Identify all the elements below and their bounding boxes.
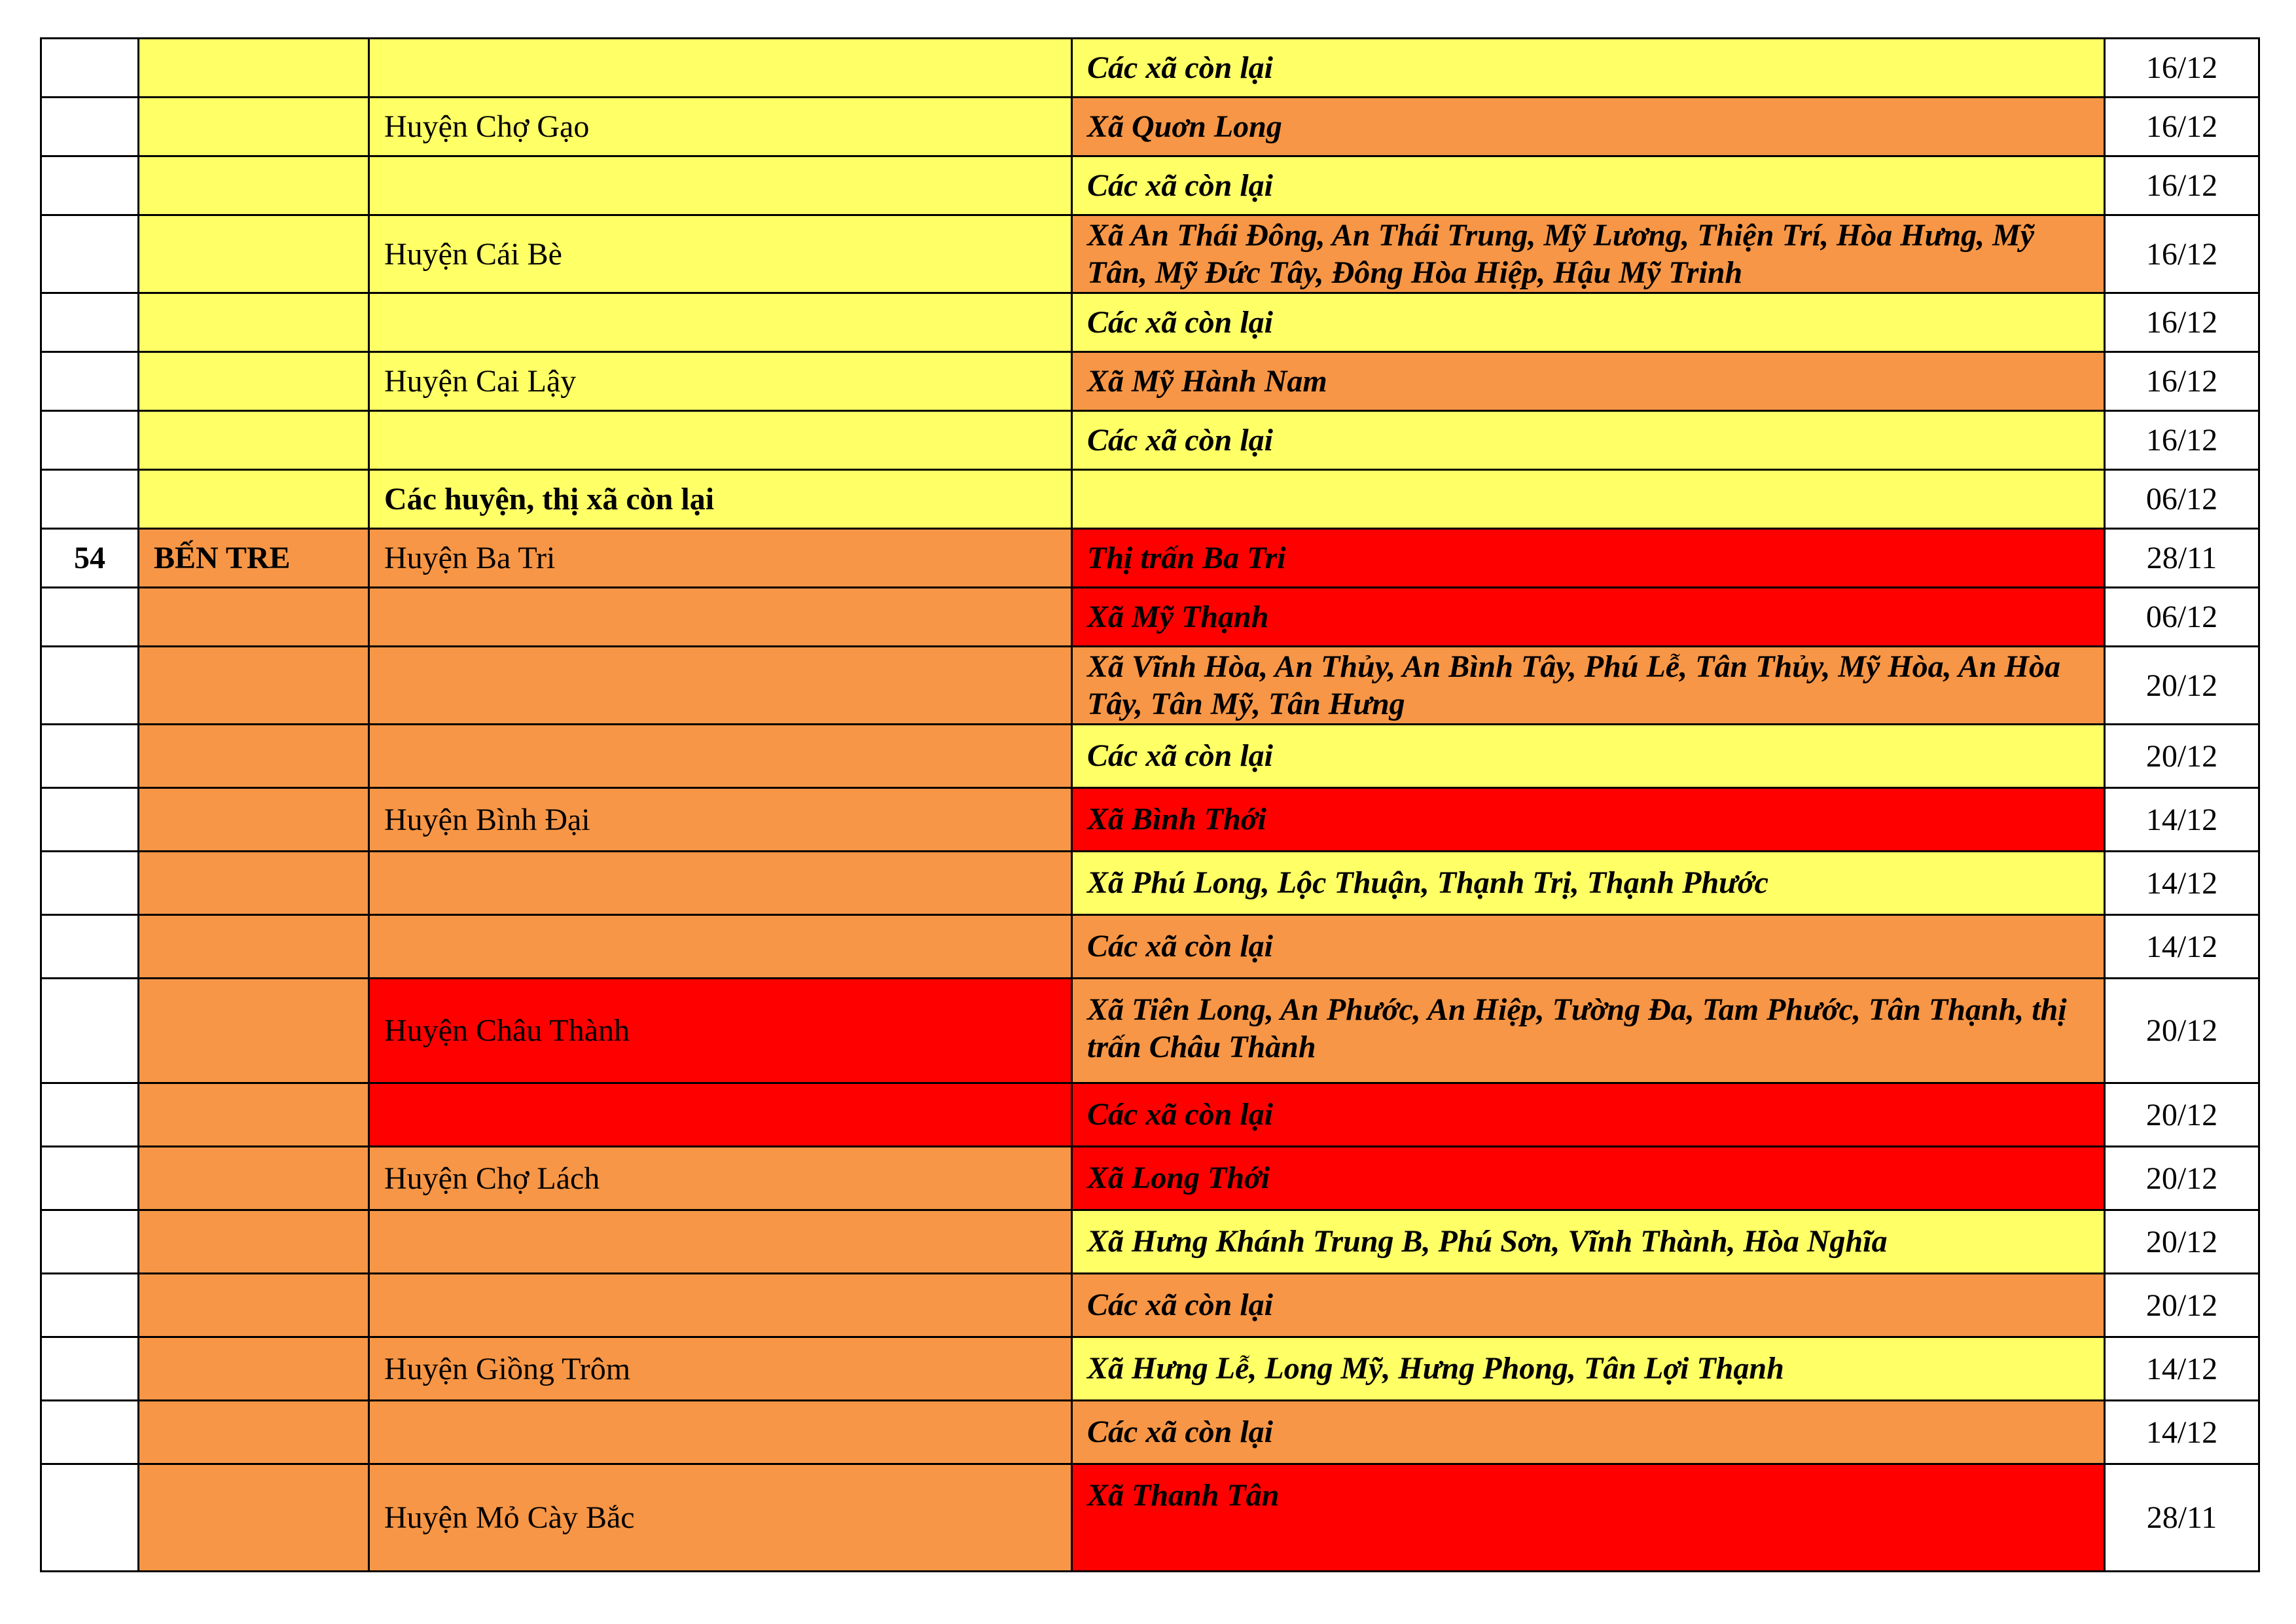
province-cell: [139, 647, 369, 725]
stt-cell: [41, 39, 139, 98]
table-row: [41, 1401, 2259, 1464]
date-cell: 20/12: [2105, 979, 2259, 1083]
area-cell: Xã Thanh Tân: [1072, 1464, 2105, 1572]
area-cell: Xã Hưng Khánh Trung B, Phú Sơn, Vĩnh Thành, Hòa Nghĩa: [1072, 1210, 2105, 1274]
date-cell: 28/11: [2105, 529, 2259, 588]
date-cell: 20/12: [2105, 725, 2259, 788]
table-row: [41, 215, 2259, 293]
stt-cell: [41, 588, 139, 647]
district-cell: [369, 1401, 1072, 1464]
stt-cell: [41, 1147, 139, 1210]
district-cell: [369, 156, 1072, 215]
table-row: [41, 1337, 2259, 1401]
province-cell: [139, 215, 369, 293]
date-cell: 16/12: [2105, 293, 2259, 352]
district-cell: [369, 852, 1072, 915]
district-cell: Huyện Chợ Gạo: [369, 98, 1072, 156]
district-cell: Huyện Giồng Trôm: [369, 1337, 1072, 1401]
stt-cell: [41, 915, 139, 979]
table-row: [41, 156, 2259, 215]
table-row: [41, 647, 2259, 725]
table-row: [41, 293, 2259, 352]
stt-cell: [41, 215, 139, 293]
stt-cell: [41, 411, 139, 470]
date-cell: 14/12: [2105, 1401, 2259, 1464]
area-cell: Xã Bình Thới: [1072, 788, 2105, 852]
table-row: [41, 411, 2259, 470]
table-row: [41, 1464, 2259, 1572]
province-cell: [139, 411, 369, 470]
area-cell: Xã Vĩnh Hòa, An Thủy, An Bình Tây, Phú Lễ, Tân Thủy, Mỹ Hòa, An Hòa Tây, Tân Mỹ, Tân Hưng: [1072, 647, 2105, 725]
area-cell: Các xã còn lại: [1072, 411, 2105, 470]
date-cell: 14/12: [2105, 915, 2259, 979]
district-cell: Huyện Chợ Lách: [369, 1147, 1072, 1210]
stt-cell: [41, 98, 139, 156]
province-cell: [139, 979, 369, 1083]
stt-cell: [41, 470, 139, 529]
date-cell: 20/12: [2105, 1083, 2259, 1147]
area-cell: Các xã còn lại: [1072, 39, 2105, 98]
area-cell: Xã Phú Long, Lộc Thuận, Thạnh Trị, Thạnh Phước: [1072, 852, 2105, 915]
area-cell: Xã Quơn Long: [1072, 98, 2105, 156]
date-cell: 20/12: [2105, 1147, 2259, 1210]
district-cell: [369, 1083, 1072, 1147]
stt-cell: [41, 647, 139, 725]
date-cell: 20/12: [2105, 1274, 2259, 1337]
table-row: [41, 529, 2259, 588]
district-cell: [369, 411, 1072, 470]
table-row: [41, 979, 2259, 1083]
date-cell: 14/12: [2105, 852, 2259, 915]
area-cell: Xã Long Thới: [1072, 1147, 2105, 1210]
area-cell: Các xã còn lại: [1072, 156, 2105, 215]
area-cell: Các xã còn lại: [1072, 915, 2105, 979]
province-cell: [139, 98, 369, 156]
district-cell: [369, 39, 1072, 98]
stt-cell: [41, 1083, 139, 1147]
date-cell: 16/12: [2105, 39, 2259, 98]
province-schedule-table: [40, 37, 2260, 1572]
district-cell: Huyện Cai Lậy: [369, 352, 1072, 411]
date-cell: 20/12: [2105, 1210, 2259, 1274]
area-cell: Thị trấn Ba Tri: [1072, 529, 2105, 588]
province-cell: [139, 470, 369, 529]
area-cell: Các xã còn lại: [1072, 1401, 2105, 1464]
date-cell: 06/12: [2105, 470, 2259, 529]
area-cell: Các xã còn lại: [1072, 1083, 2105, 1147]
stt-cell: [41, 1401, 139, 1464]
stt-cell: [41, 352, 139, 411]
district-cell: [369, 915, 1072, 979]
province-cell: [139, 1337, 369, 1401]
area-cell: Xã Mỹ Thạnh: [1072, 588, 2105, 647]
province-cell: [139, 852, 369, 915]
area-cell: [1072, 470, 2105, 529]
district-cell: Huyện Bình Đại: [369, 788, 1072, 852]
stt-cell: 54: [41, 529, 139, 588]
area-cell: Xã An Thái Đông, An Thái Trung, Mỹ Lương, Thiện Trí, Hòa Hưng, Mỹ Tân, Mỹ Đức Tây, Đông Hòa Hiệp, Hậu Mỹ Trinh: [1072, 215, 2105, 293]
province-cell: [139, 1274, 369, 1337]
province-cell: [139, 156, 369, 215]
page-table-container: [40, 37, 2260, 1572]
province-cell: [139, 1464, 369, 1572]
table-row: [41, 470, 2259, 529]
province-cell: [139, 1083, 369, 1147]
district-cell: Huyện Ba Tri: [369, 529, 1072, 588]
date-cell: 16/12: [2105, 352, 2259, 411]
area-cell: Các xã còn lại: [1072, 1274, 2105, 1337]
table-row: [41, 1274, 2259, 1337]
stt-cell: [41, 1337, 139, 1401]
date-cell: 16/12: [2105, 156, 2259, 215]
district-cell: [369, 588, 1072, 647]
province-cell: [139, 1147, 369, 1210]
table-row: [41, 588, 2259, 647]
province-cell: [139, 915, 369, 979]
area-cell: Các xã còn lại: [1072, 293, 2105, 352]
district-cell: [369, 293, 1072, 352]
district-cell: [369, 647, 1072, 725]
table-row: [41, 788, 2259, 852]
stt-cell: [41, 725, 139, 788]
district-cell: [369, 1210, 1072, 1274]
stt-cell: [41, 979, 139, 1083]
date-cell: 28/11: [2105, 1464, 2259, 1572]
stt-cell: [41, 788, 139, 852]
date-cell: 16/12: [2105, 98, 2259, 156]
province-cell: [139, 1401, 369, 1464]
area-cell: Các xã còn lại: [1072, 725, 2105, 788]
district-cell: Huyện Cái Bè: [369, 215, 1072, 293]
area-cell: Xã Hưng Lễ, Long Mỹ, Hưng Phong, Tân Lợi Thạnh: [1072, 1337, 2105, 1401]
stt-cell: [41, 156, 139, 215]
province-cell: [139, 1210, 369, 1274]
table-row: [41, 852, 2259, 915]
province-cell: [139, 588, 369, 647]
district-cell: Huyện Châu Thành: [369, 979, 1072, 1083]
district-cell: Các huyện, thị xã còn lại: [369, 470, 1072, 529]
province-cell: [139, 293, 369, 352]
area-cell: Xã Tiên Long, An Phước, An Hiệp, Tường Đa, Tam Phước, Tân Thạnh, thị trấn Châu Thành: [1072, 979, 2105, 1083]
table-row: [41, 915, 2259, 979]
province-cell: [139, 39, 369, 98]
date-cell: 16/12: [2105, 411, 2259, 470]
date-cell: 20/12: [2105, 647, 2259, 725]
stt-cell: [41, 852, 139, 915]
table-row: [41, 352, 2259, 411]
date-cell: 14/12: [2105, 788, 2259, 852]
date-cell: 16/12: [2105, 215, 2259, 293]
district-cell: Huyện Mỏ Cày Bắc: [369, 1464, 1072, 1572]
table-row: [41, 1083, 2259, 1147]
province-cell: [139, 352, 369, 411]
table-row: [41, 725, 2259, 788]
district-cell: [369, 1274, 1072, 1337]
table-row: [41, 1210, 2259, 1274]
date-cell: 14/12: [2105, 1337, 2259, 1401]
table-row: [41, 39, 2259, 98]
stt-cell: [41, 1274, 139, 1337]
province-cell: [139, 788, 369, 852]
table-row: [41, 1147, 2259, 1210]
area-cell: Xã Mỹ Hành Nam: [1072, 352, 2105, 411]
table-row: [41, 98, 2259, 156]
stt-cell: [41, 1464, 139, 1572]
table-body: [41, 39, 2259, 1572]
stt-cell: [41, 293, 139, 352]
date-cell: 06/12: [2105, 588, 2259, 647]
district-cell: [369, 725, 1072, 788]
stt-cell: [41, 1210, 139, 1274]
province-cell: BẾN TRE: [139, 529, 369, 588]
province-cell: [139, 725, 369, 788]
